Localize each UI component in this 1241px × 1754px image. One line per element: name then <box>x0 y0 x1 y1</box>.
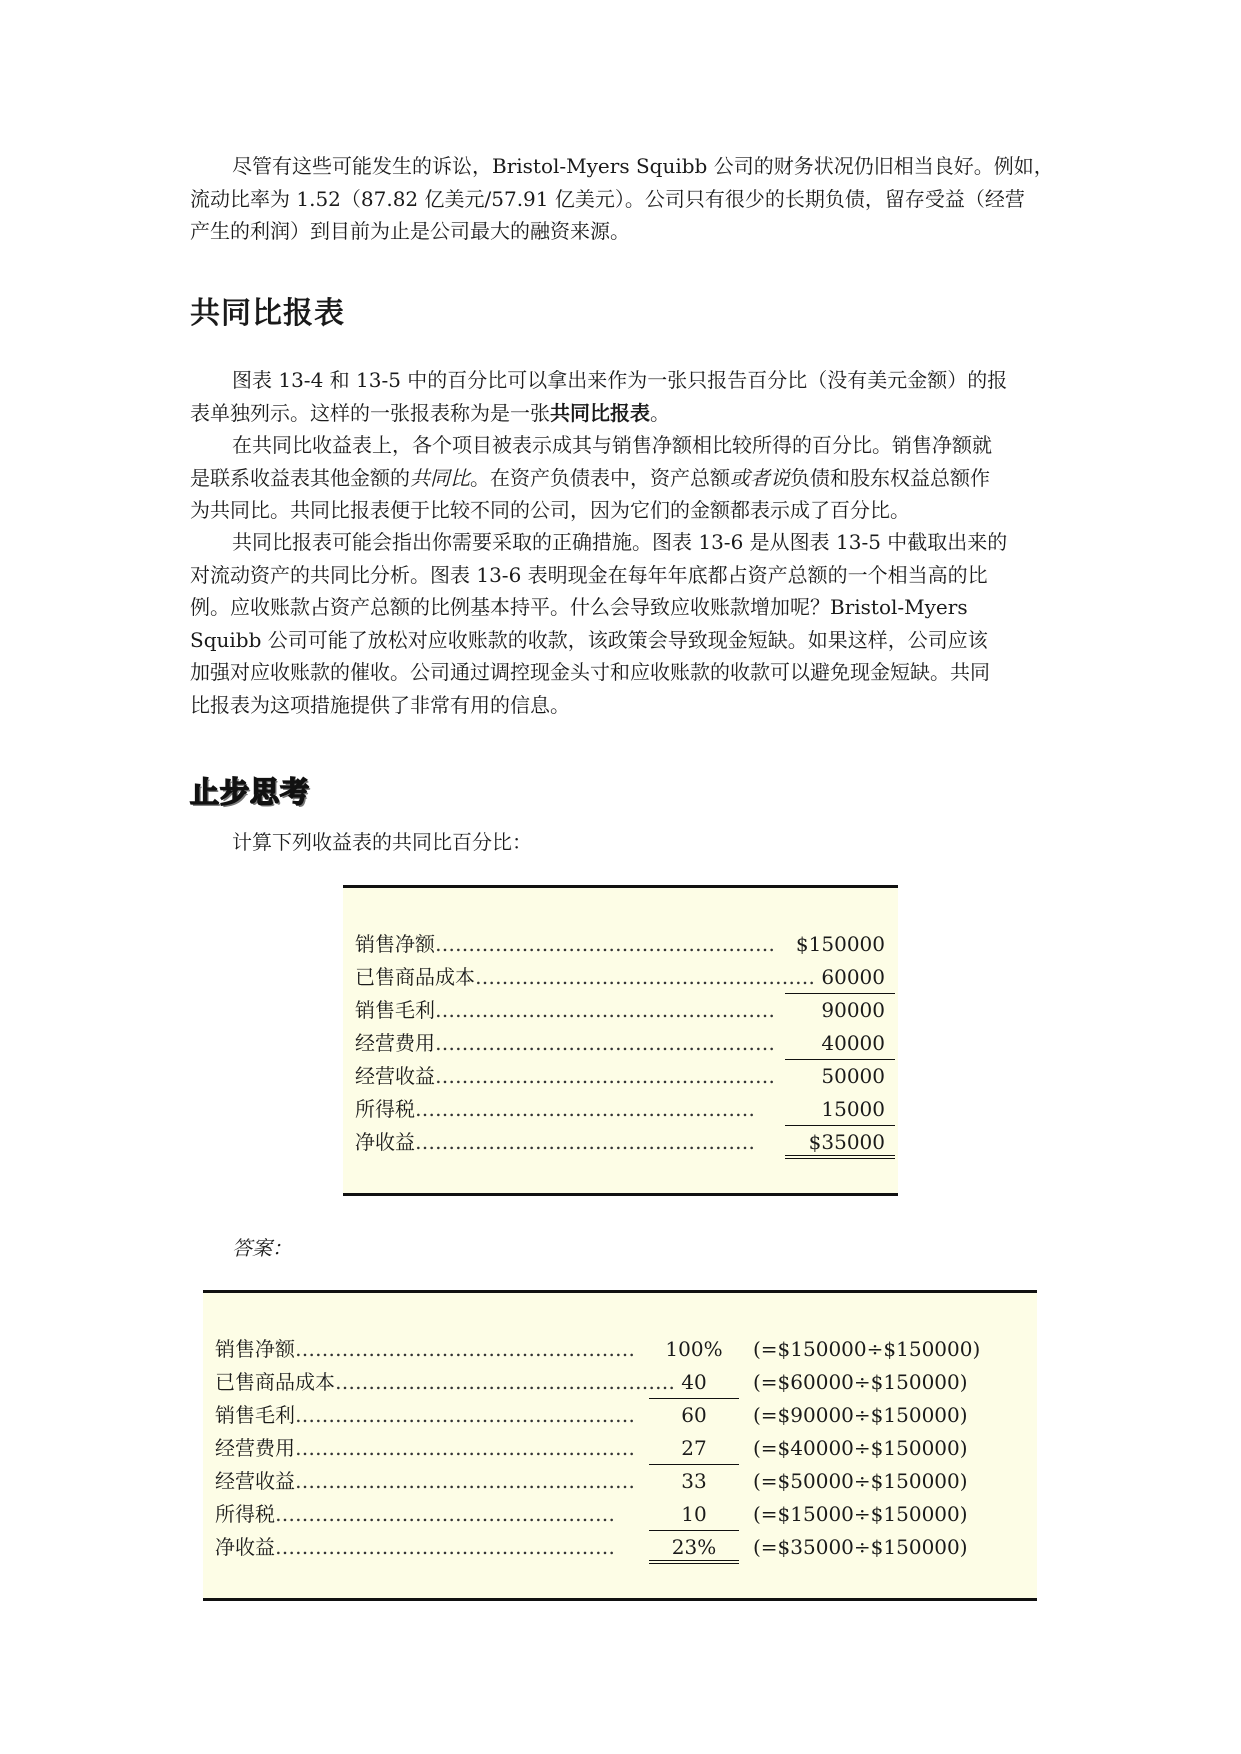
leader-dots: …………………………………………… <box>415 1130 755 1154</box>
row-label-text: 已售商品成本 <box>215 1370 335 1394</box>
row-amount: 40000 <box>785 1027 895 1060</box>
row-amount: $35000 <box>785 1126 895 1159</box>
leader-dots: …………………………………………… <box>295 1469 635 1493</box>
paragraph-line: 共同比报表可能会指出你需要采取的正确措施。图表 13-6 是从图表 13-5 中截取出来的 <box>232 530 1008 554</box>
row-label-text: 经营费用 <box>215 1436 295 1460</box>
stop-think-title: 止步思考 <box>190 775 311 809</box>
paragraph-line: 图表 13-4 和 13-5 中的百分比可以拿出来作为一张只报告百分比（没有美元金额）的报 <box>232 368 1008 392</box>
emphasis-text: 或者说 <box>730 465 790 490</box>
intro-line: 流动比率为 1.52（87.82 亿美元/57.91 亿美元）。公司只有很少的长期负债，留存受益（经营 <box>190 186 1025 211</box>
paragraph-line: 为共同比。共同比报表便于比较不同的公司，因为它们的金额都表示成了百分比。 <box>190 498 910 522</box>
row-label-text: 销售毛利 <box>355 998 435 1022</box>
leader-dots: …………………………………………… <box>335 1370 675 1394</box>
row-percent: 33 <box>681 1469 707 1493</box>
text-fragment: 。在资产负债表中，资产总额 <box>470 465 730 490</box>
row-amount: 90000 <box>821 998 885 1022</box>
table-row <box>343 928 898 961</box>
row-percent: 100% <box>665 1337 723 1361</box>
row-label <box>215 1366 675 1399</box>
key-term: 共同比报表 <box>550 400 650 425</box>
row-label <box>215 1432 635 1465</box>
leader-dots: …………………………………………… <box>295 1337 635 1361</box>
row-label <box>215 1333 635 1366</box>
row-percent: 10 <box>649 1498 739 1531</box>
row-label-text: 所得税 <box>215 1502 275 1526</box>
row-label-text: 销售净额 <box>215 1337 295 1361</box>
paragraph-3 <box>190 526 1070 721</box>
leader-dots: …………………………………………… <box>475 965 815 989</box>
row-label <box>355 1027 780 1060</box>
table-row <box>203 1333 1037 1366</box>
paragraph-1 <box>190 364 1070 429</box>
row-label-text: 已售商品成本 <box>355 965 475 989</box>
row-calculation: (=$15000÷$150000) <box>753 1502 968 1526</box>
table-row <box>343 961 898 994</box>
intro-line: 尽管有这些可能发生的诉讼，Bristol-Myers Squibb 公司的财务状况仍旧相当良好。例如， <box>232 154 1054 178</box>
row-calculation: (=$90000÷$150000) <box>753 1403 968 1427</box>
leader-dots: …………………………………………… <box>435 1064 775 1088</box>
text-fragment: 是联系收益表其他金额的 <box>190 465 410 490</box>
paragraph-line <box>190 462 1070 495</box>
leader-dots: …………………………………………… <box>295 1436 635 1460</box>
row-percent: 23% <box>649 1531 739 1564</box>
row-label-text: 所得税 <box>355 1097 415 1121</box>
row-amount: $150000 <box>795 932 885 956</box>
paragraph-line: 比报表为这项措施提供了非常有用的信息。 <box>190 692 570 717</box>
text-fragment: 。 <box>650 400 670 425</box>
row-label-text: 经营费用 <box>355 1031 435 1055</box>
leader-dots: …………………………………………… <box>435 998 775 1022</box>
table-row <box>203 1399 1037 1432</box>
table-row <box>203 1498 1037 1531</box>
row-amount: 15000 <box>785 1093 895 1126</box>
row-label <box>355 961 815 994</box>
answer-label: 答案： <box>232 1236 292 1260</box>
row-amount: 50000 <box>821 1064 885 1088</box>
row-amount: 60000 <box>785 961 895 994</box>
table-row <box>203 1531 1037 1564</box>
row-percent: 60 <box>681 1403 707 1427</box>
table-row <box>203 1465 1037 1498</box>
leader-dots: …………………………………………… <box>415 1097 755 1121</box>
text-fragment: 负债和股东权益总额作 <box>790 465 990 490</box>
leader-dots: …………………………………………… <box>295 1403 635 1427</box>
leader-dots: …………………………………………… <box>435 1031 775 1055</box>
row-label <box>355 1126 780 1159</box>
table-row <box>343 994 898 1027</box>
intro-line: 产生的利润）到目前为止是公司最大的融资来源。 <box>190 219 630 243</box>
row-calculation: (=$50000÷$150000) <box>753 1469 968 1493</box>
income-statement-box <box>343 885 898 1196</box>
row-calculation: (=$150000÷$150000) <box>753 1337 981 1361</box>
row-calculation: (=$35000÷$150000) <box>753 1535 968 1559</box>
paragraph-line: Squibb 公司可能了放松对应收账款的收款，该政策会导致现金短缺。如果这样，公司应该 <box>190 627 988 652</box>
table-row <box>343 1126 898 1159</box>
row-label <box>215 1399 635 1432</box>
answer-box <box>203 1290 1037 1601</box>
row-label-text: 经营收益 <box>355 1064 435 1088</box>
row-label <box>355 994 780 1027</box>
exercise-prompt: 计算下列收益表的共同比百分比： <box>232 830 532 854</box>
row-label <box>215 1465 635 1498</box>
row-label <box>215 1531 635 1564</box>
row-label <box>215 1498 635 1531</box>
row-label <box>355 1093 780 1126</box>
row-label-text: 净收益 <box>355 1130 415 1154</box>
paragraph-line: 在共同比收益表上，各个项目被表示成其与销售净额相比较所得的百分比。销售净额就 <box>232 433 992 457</box>
emphasis-text: 共同比 <box>410 465 470 490</box>
row-calculation: (=$60000÷$150000) <box>753 1370 968 1394</box>
row-label-text: 经营收益 <box>215 1469 295 1493</box>
leader-dots: …………………………………………… <box>435 932 775 956</box>
table-row <box>343 1027 898 1060</box>
section-heading: 共同比报表 <box>190 296 345 331</box>
table-row <box>203 1432 1037 1465</box>
row-percent: 27 <box>649 1432 739 1465</box>
row-calculation: (=$40000÷$150000) <box>753 1436 968 1460</box>
row-label-text: 销售毛利 <box>215 1403 295 1427</box>
table-row <box>203 1366 1037 1399</box>
paragraph-line <box>190 397 1070 430</box>
text-fragment: 表单独列示。这样的一张报表称为是一张 <box>190 400 550 425</box>
intro-paragraph <box>190 150 1070 248</box>
leader-dots: …………………………………………… <box>275 1535 615 1559</box>
paragraph-2 <box>190 429 1070 527</box>
row-label-text: 净收益 <box>215 1535 275 1559</box>
row-label <box>355 1060 780 1093</box>
paragraph-line: 加强对应收账款的催收。公司通过调控现金头寸和应收账款的收款可以避免现金短缺。共同 <box>190 660 990 684</box>
table-row <box>343 1060 898 1093</box>
table-row <box>343 1093 898 1126</box>
paragraph-line: 例。应收账款占资产总额的比例基本持平。什么会导致应收账款增加呢？Bristol-Myers <box>190 595 968 619</box>
paragraph-line: 对流动资产的共同比分析。图表 13-6 表明现金在每年年底都占资产总额的一个相当高的比 <box>190 562 988 587</box>
leader-dots: …………………………………………… <box>275 1502 615 1526</box>
row-percent: 40 <box>649 1366 739 1399</box>
row-label-text: 销售净额 <box>355 932 435 956</box>
row-label <box>355 928 780 961</box>
